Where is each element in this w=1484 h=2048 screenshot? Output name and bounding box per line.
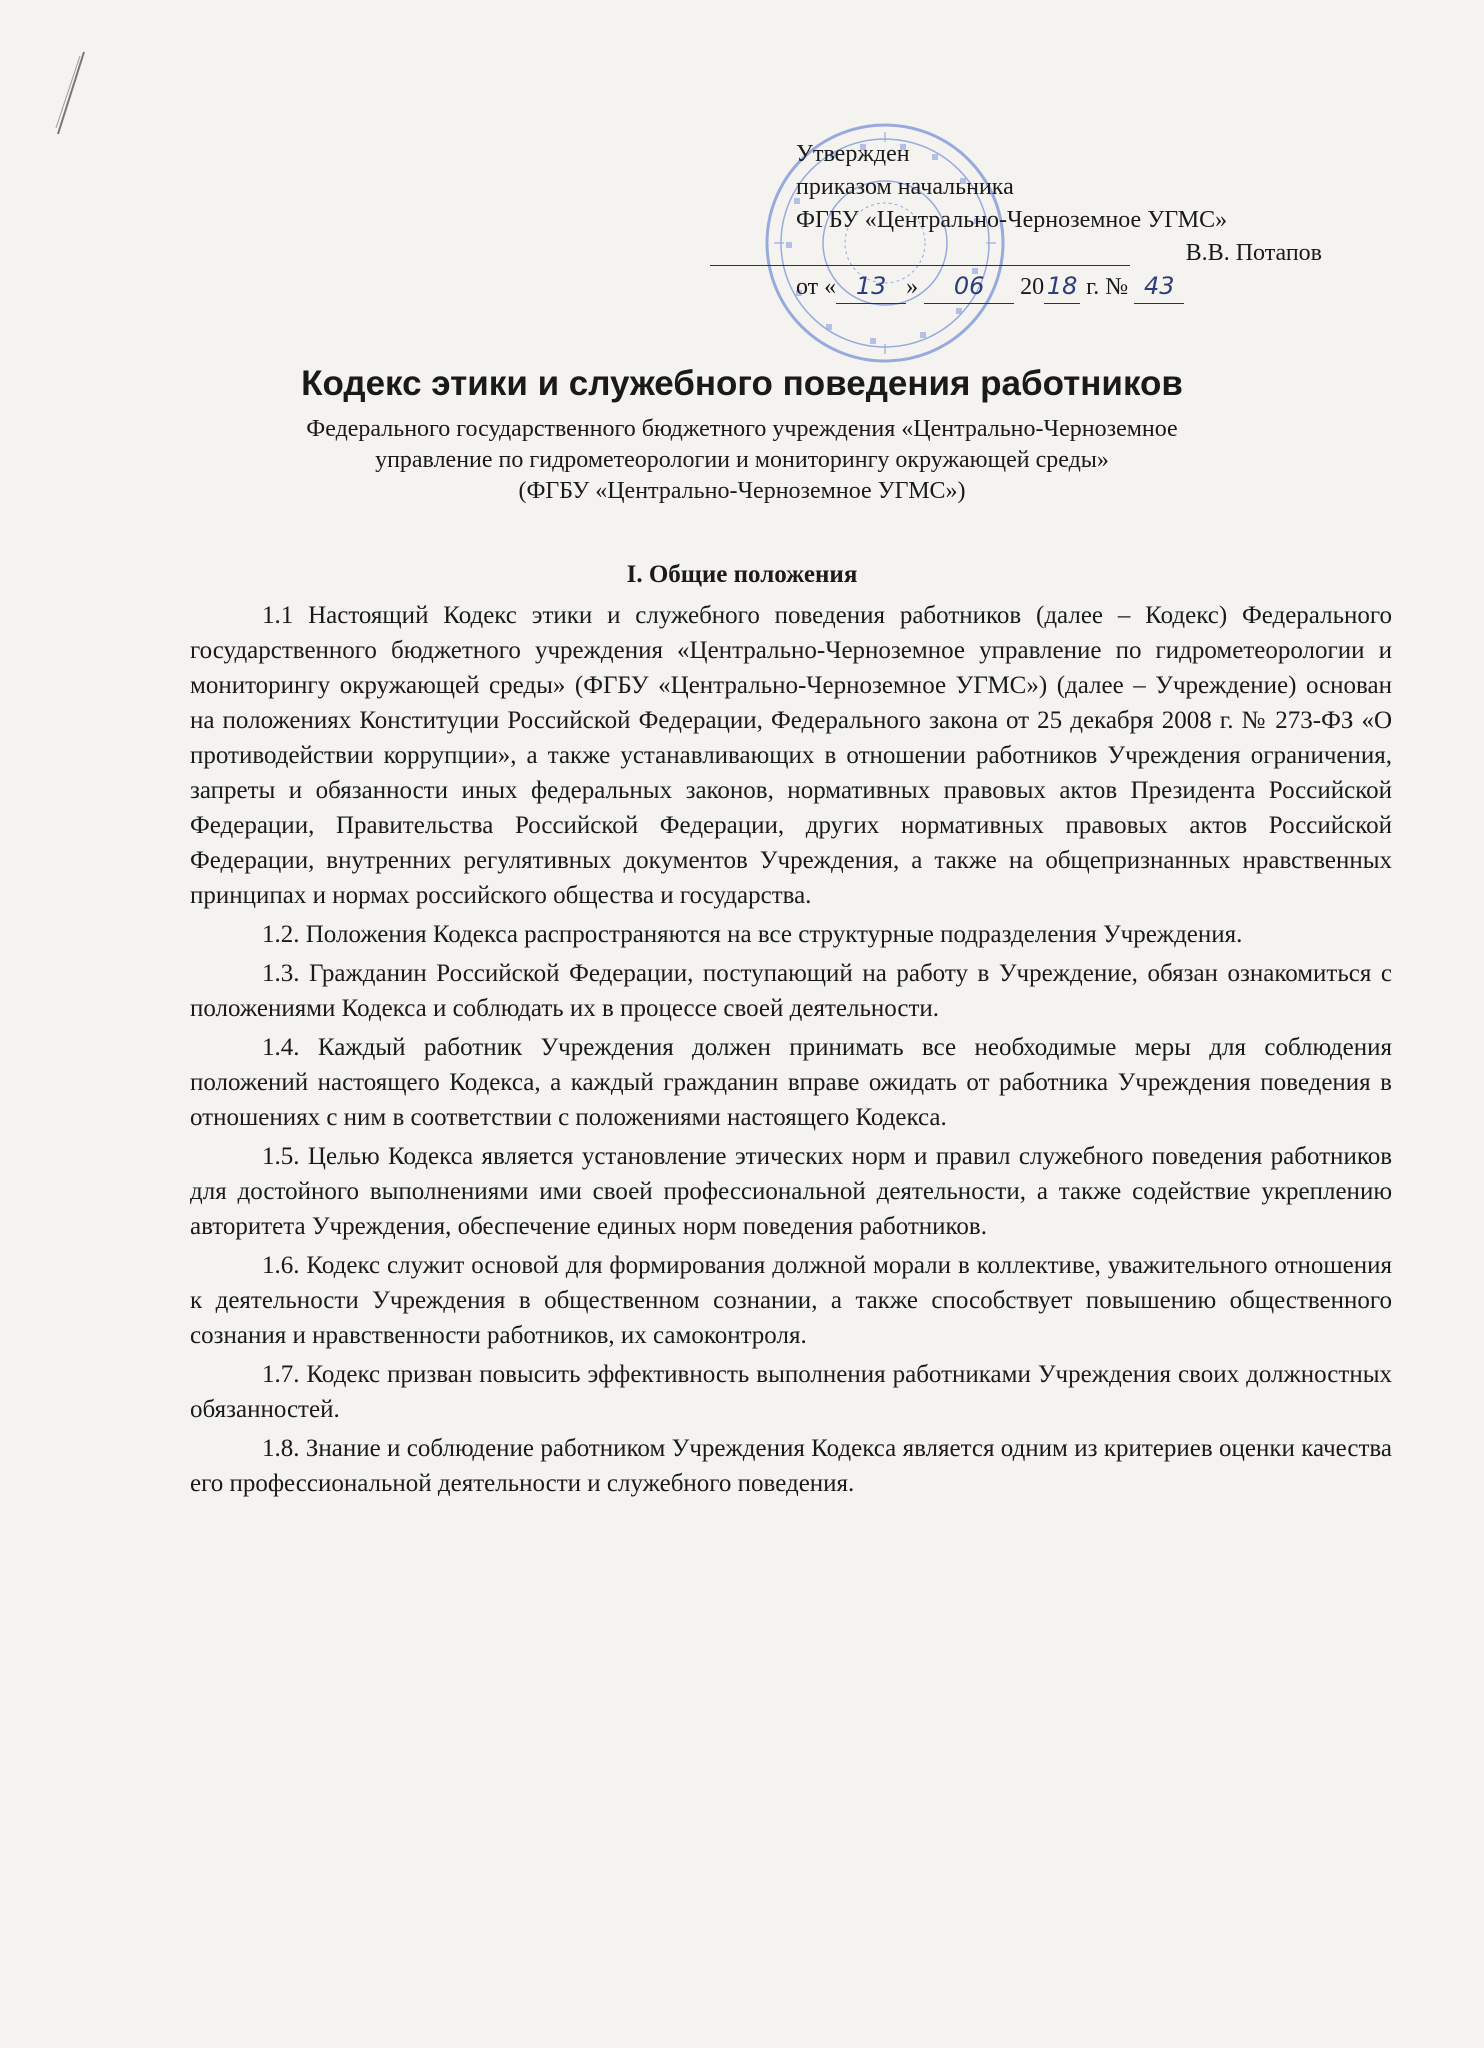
paragraph-1-3: 1.3. Гражданин Российской Федерации, поступающий на работу в Учреждение, обязан ознакомиться с положениями Кодекса и соблюдать их в процессе своей деятельности. [190,960,1392,1022]
section-body [190,598,1392,1505]
date-year-prefix: 20 [1020,274,1045,300]
approval-block [796,138,1336,304]
date-year-suffix: 18 [1044,270,1080,304]
subtitle-line-3: (ФГБУ «Центрально-Черноземное УГМС») [518,478,966,504]
approval-date-line [796,270,1336,304]
order-number: 43 [1134,270,1184,304]
date-month: 06 [924,270,1014,304]
order-number-prefix: г. № [1086,274,1129,300]
paragraph-1-5: 1.5. Целью Кодекса является установление этических норм и правил служебного поведения работников для достойного выполнениями ими своей профессиональной деятельности, а также содействие укреплению авторитета Учреждения, обеспечение единых норм поведения работников. [190,1143,1392,1240]
paragraph-1-6: 1.6. Кодекс служит основой для формирования должной морали в коллективе, уважительного отношения к деятельности Учреждения в общественном сознании, а также способствует повышению общественного сознания и нравственности работников, их самоконтроля. [190,1252,1392,1349]
date-mid: » [906,274,919,300]
date-prefix: от « [796,274,837,300]
paragraph-1-4: 1.4. Каждый работник Учреждения должен принимать все необходимые меры для соблюдения положений настоящего Кодекса, а каждый гражданин вправе ожидать от работника Учреждения поведения в отношениях с ним в соответствии с положениями настоящего Кодекса. [190,1034,1392,1131]
subtitle-line-1: Федерального государственного бюджетного учреждения «Центрально-Черноземное [306,416,1178,442]
signature-rule [710,265,1130,266]
approval-line-1: Утвержден [796,141,910,167]
signature-line [796,237,1336,270]
pencil-mark-icon [50,48,90,138]
approval-line-3: ФГБУ «Центрально-Черноземное УГМС» [796,207,1228,233]
subtitle-line-2: управление по гидрометеорологии и мониторингу окружающей среды» [375,447,1109,473]
paragraph-1-2: 1.2. Положения Кодекса распространяются на все структурные подразделения Учреждения. [262,921,1243,948]
paragraph-1-8: 1.8. Знание и соблюдение работником Учреждения Кодекса является одним из критериев оценки качества его профессиональной деятельности и служебного поведения. [190,1435,1392,1497]
approval-line-2: приказом начальника [796,174,1014,200]
paragraph-1-1: 1.1 Настоящий Кодекс этики и служебного поведения работников (далее – Кодекс) Федерального государственного бюджетного учреждения «Центрально-Черноземное управление по гидрометеорологии и мониторингу окружающей среды» (ФГБУ «Центрально-Черноземное УГМС») (далее – Учреждение) основан на положениях Конституции Российской Федерации, Федерального закона от 25 декабря 2008 г. № 273-ФЗ «О противодействии коррупции», а также устанавливающих в отношении работников Учреждения ограничения, запреты и обязанности иных федеральных законов, нормативных правовых актов Президента Российской Федерации, Правительства Российской Федерации, других нормативных правовых актов Российской Федерации, внутренних регулятивных документов Учреждения, а также на общепризнанных нравственных принципах и нормах российского общества и государства. [190,602,1392,909]
paragraph-1-7: 1.7. Кодекс призван повысить эффективность выполнения работниками Учреждения своих должностных обязанностей. [190,1361,1392,1423]
document-title: Кодекс этики и служебного поведения работников [301,364,1183,403]
section-heading: I. Общие положения [626,561,858,588]
date-day: 13 [836,270,906,304]
signatory-name: В.В. Потапов [1185,240,1322,266]
document-subtitle [200,414,1284,507]
